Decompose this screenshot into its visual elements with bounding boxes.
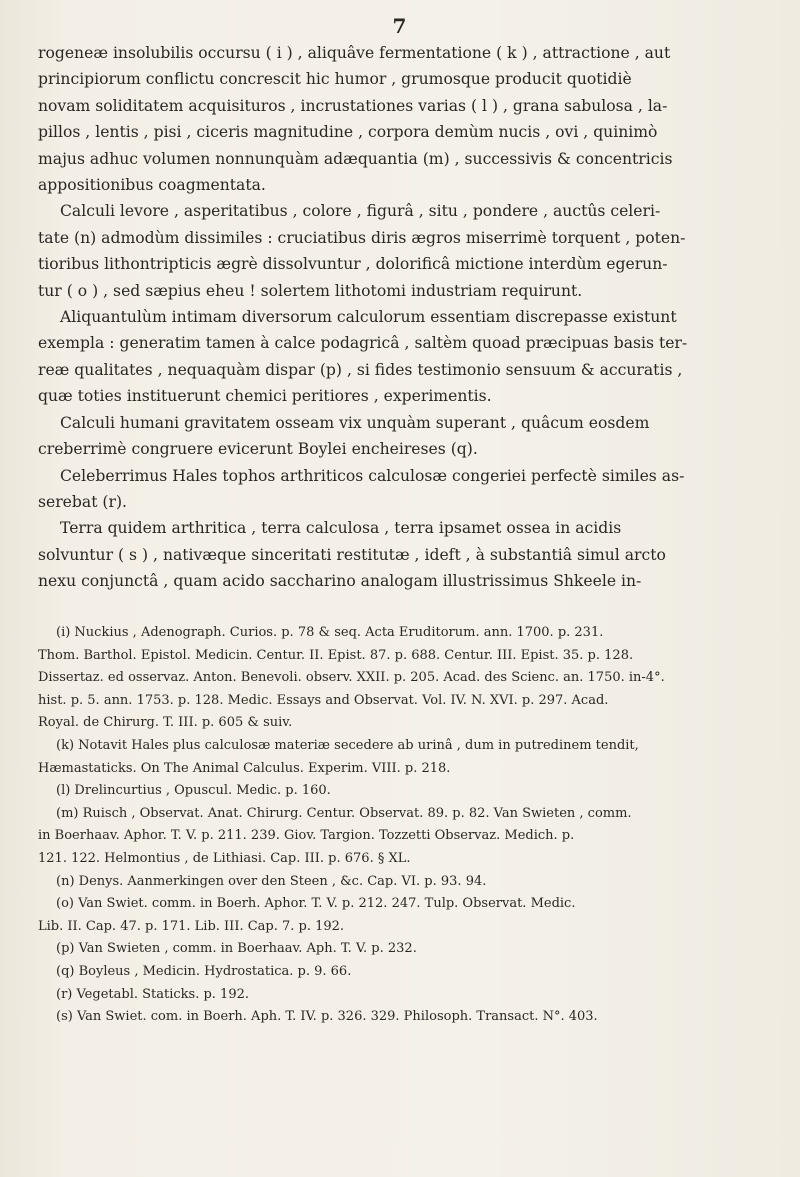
text-line: rogeneæ insolubilis occursu ( i ) , aliquâve fermentatione ( k ) , attractione , aut bbox=[38, 44, 671, 62]
text-line: exempla : generatim tamen à calce podagricâ , saltèm quoad præcipuas basis ter- bbox=[38, 334, 688, 353]
footnote-line: (l) Drelincurtius , Opuscul. Medic. p. 160. bbox=[56, 783, 331, 799]
text-line: majus adhuc volumen nonnunquàm adæquantia (m) , successivis & concentricis bbox=[38, 149, 673, 168]
text-line: tur ( o ) , sed sæpius eheu ! solertem lithotomi industriam requirunt. bbox=[38, 281, 583, 300]
text-line: novam soliditatem acquisituros , incrustationes varias ( l ) , grana sabulosa , la- bbox=[38, 96, 668, 115]
text-line: Calculi humani gravitatem osseam vix unquàm superant , quâcum eosdem bbox=[60, 413, 650, 432]
footnote-line: (n) Denys. Aanmerkingen over den Steen , &c. Cap. VI. p. 93. 94. bbox=[56, 873, 487, 889]
text-line: tate (n) admodùm dissimiles : cruciatibus diris ægros miserrimè torquent , poten- bbox=[38, 228, 686, 247]
text-line: appositionibus coagmentata. bbox=[38, 176, 266, 195]
footnote-line: in Boerhaav. Aphor. T. V. p. 211. 239. Giov. Targion. Tozzetti Observaz. Medich. p. bbox=[38, 828, 575, 844]
text-line: solvuntur ( s ) , nativæque sinceritati restitutæ , ideft , à substantiâ simul arcto bbox=[38, 545, 666, 564]
page-number: 7 bbox=[392, 14, 408, 38]
text-line: quæ toties instituerunt chemici peritiores , experimentis. bbox=[38, 387, 492, 406]
text-line: principiorum conflictu concrescit hic humor , grumosque producit quotidiè bbox=[38, 70, 632, 89]
footnote-line: (i) Nuckius , Adenograph. Curios. p. 78 & seq. Acta Eruditorum. ann. 1700. p. 231. bbox=[56, 625, 604, 640]
text-line: creberrimè congruere evicerunt Boylei encheireses (q). bbox=[38, 440, 478, 459]
text-line: Calculi levore , asperitatibus , colore , figurâ , situ , pondere , auctûs celeri- bbox=[60, 202, 661, 221]
footnote-line: Hæmastaticks. On The Animal Calculus. Experim. VIII. p. 218. bbox=[38, 760, 451, 776]
text-line: nexu conjunctâ , quam acido saccharino analogam illustrissimus Shkeele in- bbox=[38, 572, 642, 591]
footnote-line: (s) Van Swiet. com. in Boerh. Aph. T. IV. p. 326. 329. Philosoph. Transact. N°. 403. bbox=[56, 1009, 598, 1025]
text-line: Aliquantulùm intimam diversorum calculorum essentiam discrepasse existunt bbox=[60, 308, 677, 327]
text-line: serebat (r). bbox=[38, 492, 127, 511]
footnote-line: (p) Van Swieten , comm. in Boerhaav. Aph. T. V. p. 232. bbox=[56, 941, 417, 957]
footnote-line: hist. p. 5. ann. 1753. p. 128. Medic. Essays and Observat. Vol. IV. N. XVI. p. 297. Acad. bbox=[38, 692, 609, 708]
footnote-line: (q) Boyleus , Medicin. Hydrostatica. p. 9. 66. bbox=[56, 963, 352, 979]
footnote-line: Royal. de Chirurg. T. III. p. 605 & suiv. bbox=[38, 715, 293, 731]
footnote-line: Dissertaz. ed osservaz. Anton. Benevoli. observ. XXII. p. 205. Acad. des Scienc. an. 1750. in-4°. bbox=[38, 670, 665, 686]
footnotes-block bbox=[38, 622, 763, 1029]
text-line: Terra quidem arthritica , terra calculosa , terra ipsamet ossea in acidis bbox=[60, 519, 622, 538]
text-line: pillos , lentis , pisi , ciceris magnitudine , corpora demùm nucis , ovi , quinimò bbox=[38, 123, 658, 142]
footnote-line: Thom. Barthol. Epistol. Medicin. Centur. II. Epist. 87. p. 688. Centur. III. Epist. 35. p. 128. bbox=[38, 647, 634, 663]
text-line: tioribus lithontripticis ægrè dissolvuntur , dolorificâ mictione interdùm egerun- bbox=[38, 255, 668, 274]
footnote-line: (r) Vegetabl. Staticks. p. 192. bbox=[56, 986, 250, 1002]
footnote-line: 121. 122. Helmontius , de Lithiasi. Cap. III. p. 676. § XL. bbox=[38, 850, 411, 866]
footnote-line: (o) Van Swiet. comm. in Boerh. Aphor. T. V. p. 212. 247. Tulp. Observat. Medic. bbox=[56, 896, 576, 912]
text-line: Celeberrimus Hales tophos arthriticos calculosæ congeriei perfectè similes as- bbox=[60, 466, 685, 485]
footnote-line: Lib. II. Cap. 47. p. 171. Lib. III. Cap. 7. p. 192. bbox=[38, 918, 345, 934]
text-line: reæ qualitates , nequaquàm dispar (p) , si fides testimonio sensuum & accuratis , bbox=[38, 360, 683, 379]
footnote-line: (k) Notavit Hales plus calculosæ materiæ secedere ab urinâ , dum in putredinem tendit, bbox=[56, 737, 639, 753]
main-text-block bbox=[38, 40, 763, 595]
footnote-line: (m) Ruisch , Observat. Anat. Chirurg. Centur. Observat. 89. p. 82. Van Swieten , comm. bbox=[56, 805, 632, 821]
